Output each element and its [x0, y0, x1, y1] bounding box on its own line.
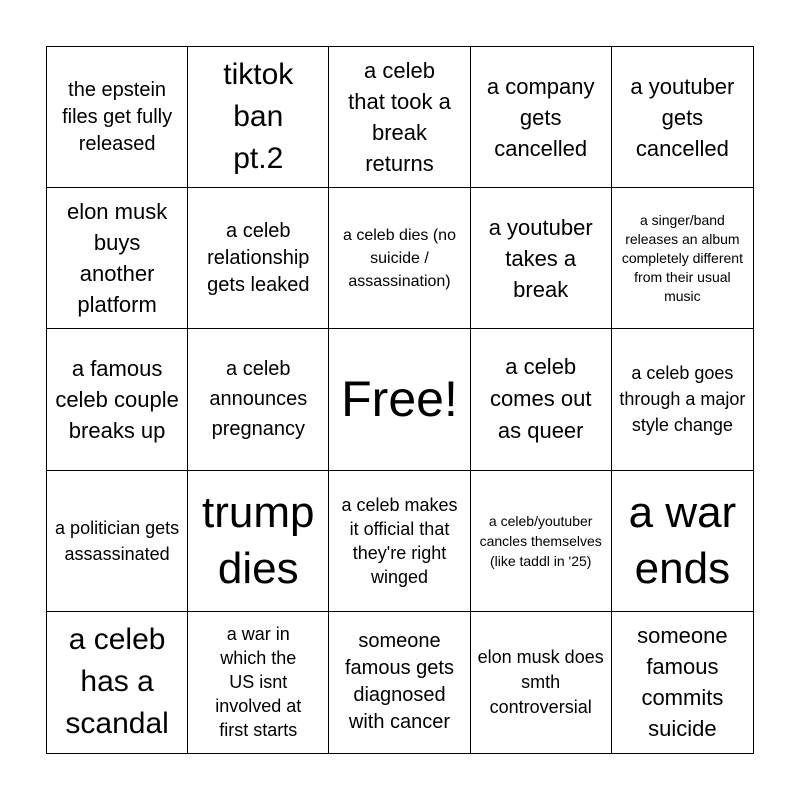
bingo-cell-text: a war in which the US isnt involved at first starts [215, 624, 302, 741]
free-space-text: Free! [341, 371, 458, 428]
bingo-cell[interactable] [471, 188, 612, 329]
bingo-cell-text: a celeb makes it official that they're right winged [341, 494, 458, 587]
bingo-cell-text: a celeb relationship gets leaked [207, 219, 310, 296]
bingo-cell[interactable] [612, 612, 753, 753]
bingo-cell[interactable] [471, 471, 612, 612]
bingo-cell[interactable] [471, 329, 612, 470]
bingo-cell[interactable] [471, 612, 612, 753]
bingo-cell[interactable] [188, 329, 329, 470]
bingo-cell-text: a celeb goes through a major style change [619, 363, 746, 436]
bingo-cell-text: elon musk buys another platform [66, 199, 168, 318]
bingo-cell[interactable] [188, 612, 329, 753]
bingo-cell[interactable] [612, 471, 753, 612]
bingo-cell[interactable] [188, 188, 329, 329]
bingo-cell[interactable] [47, 188, 188, 329]
bingo-cell-text: a singer/band releases an album completely different from their usual music [621, 211, 743, 304]
bingo-cell-text: a war ends [628, 487, 737, 593]
bingo-cell-text: tiktok ban pt.2 [223, 58, 294, 176]
bingo-cell[interactable] [471, 47, 612, 188]
bingo-cell-text: a celeb announces pregnancy [209, 358, 308, 441]
bingo-cell[interactable] [612, 188, 753, 329]
bingo-cell[interactable] [329, 471, 470, 612]
bingo-cell-text: a youtuber takes a break [488, 214, 593, 302]
bingo-cell-text: the epstein files get fully released [62, 78, 173, 155]
bingo-cell[interactable] [47, 329, 188, 470]
bingo-cell-text: a politician gets assassinated [55, 517, 180, 564]
bingo-cell[interactable] [47, 471, 188, 612]
bingo-cell-free[interactable] [329, 329, 470, 470]
bingo-cell-text: a famous celeb couple breaks up [55, 355, 179, 443]
bingo-cell-text: a youtuber gets cancelled [630, 73, 735, 161]
bingo-cell-text: a celeb dies (no suicide / assassination) [343, 226, 456, 290]
bingo-cell[interactable] [47, 47, 188, 188]
bingo-cell[interactable] [329, 47, 470, 188]
bingo-board [46, 46, 754, 754]
bingo-cell-text: someone famous gets diagnosed with cancer [345, 630, 454, 734]
bingo-cell-text: a company gets cancelled [486, 73, 595, 161]
bingo-cell[interactable] [188, 47, 329, 188]
bingo-cell[interactable] [329, 612, 470, 753]
bingo-cell-text: a celeb that took a break returns [348, 58, 451, 177]
bingo-cell[interactable] [612, 47, 753, 188]
bingo-cell-text: elon musk does smth controversial [477, 646, 604, 717]
bingo-cell-text: someone famous commits suicide [637, 623, 728, 742]
bingo-cell[interactable] [47, 612, 188, 753]
bingo-cell-text: a celeb/youtuber cancles themselves (like taddl in '25) [479, 512, 602, 569]
bingo-cell-text: a celeb has a scandal [65, 623, 169, 741]
bingo-cell[interactable] [329, 188, 470, 329]
bingo-cell-text: trump dies [202, 487, 315, 593]
bingo-cell[interactable] [612, 329, 753, 470]
bingo-cell[interactable] [188, 471, 329, 612]
bingo-cell-text: a celeb comes out as queer [489, 354, 592, 444]
